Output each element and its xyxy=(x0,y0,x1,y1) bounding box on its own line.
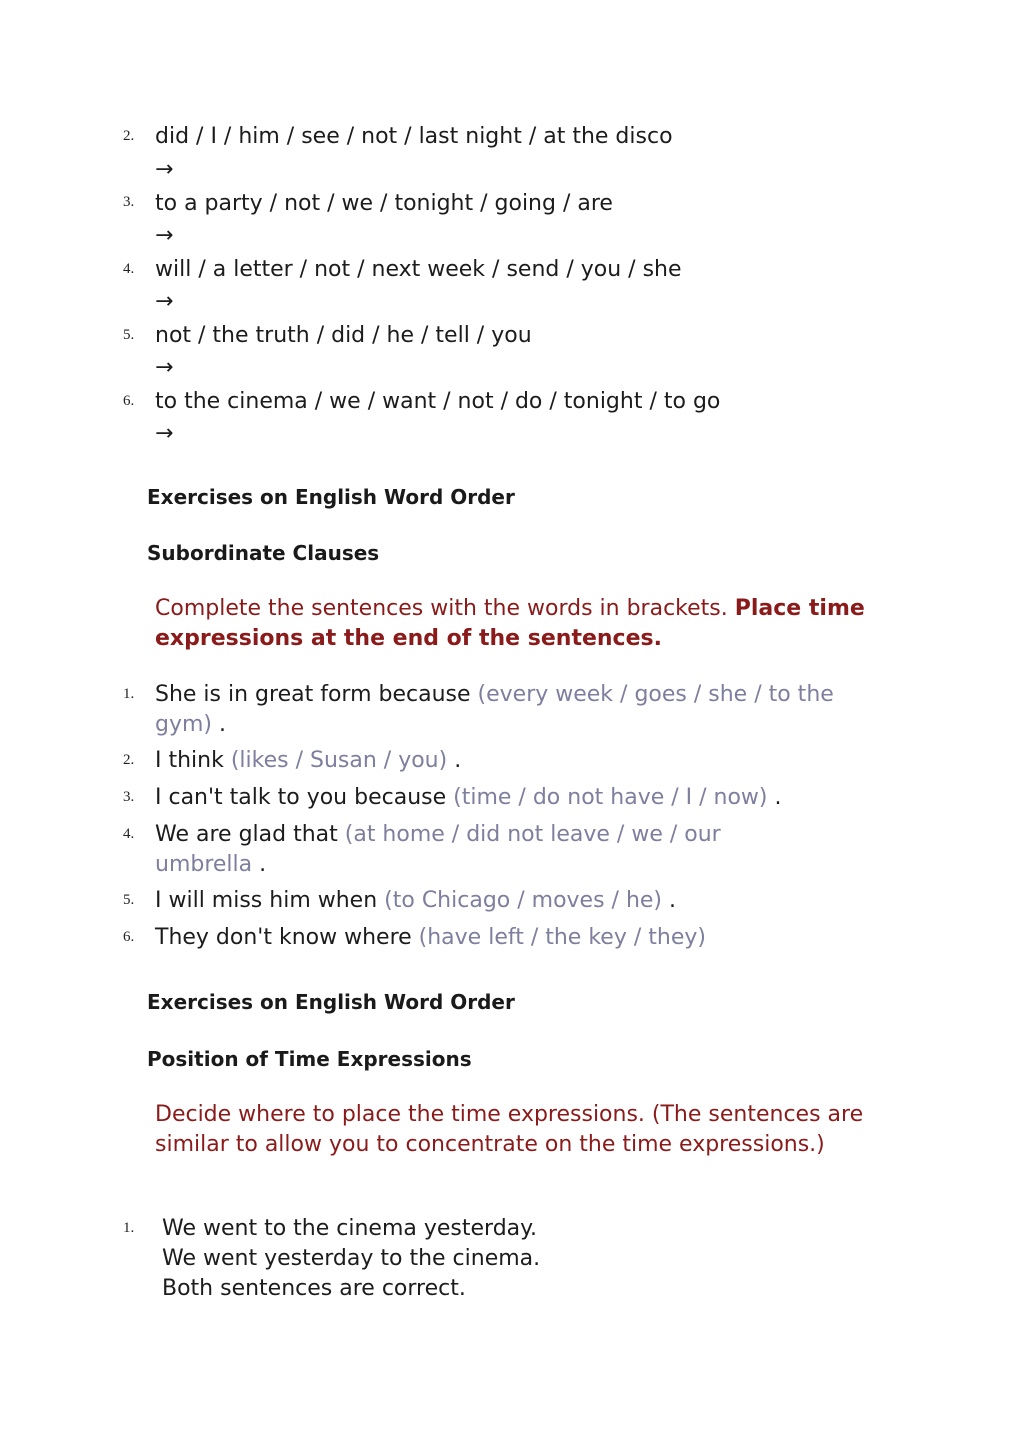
arrow-icon: → xyxy=(155,421,174,446)
sentence-text: We are glad that xyxy=(155,822,345,847)
sentence-text: I think xyxy=(155,748,231,773)
bracket-hint: (time / do not have / I / now) xyxy=(453,785,768,810)
list-item-text: did / I / him / see / not / last night / at the disco xyxy=(155,124,673,149)
arrow-icon: → xyxy=(155,223,174,248)
arrow-icon: → xyxy=(155,355,174,380)
sentence-end: . xyxy=(767,785,782,810)
sentence-end: . xyxy=(212,712,226,737)
item-number: 2. xyxy=(123,128,135,144)
arrow-icon: → xyxy=(155,289,174,314)
example-line: We went to the cinema yesterday. xyxy=(162,1216,538,1241)
bracket-hint: (likes / Susan / you) xyxy=(230,748,448,773)
item-number: 2. xyxy=(123,752,135,768)
list-item-text: to the cinema / we / want / not / do / tonight / to go xyxy=(155,389,721,414)
instruction-bold: Place time expressions at the end of the sentences. xyxy=(155,596,865,651)
bracket-hint: gym) xyxy=(155,712,212,737)
sentence-text: She is in great form because xyxy=(155,682,478,707)
sentence-end: . xyxy=(447,748,462,773)
list-item xyxy=(155,680,834,710)
item-number: 6. xyxy=(123,929,135,945)
list-item-continued xyxy=(155,850,266,880)
section-heading: Exercises on English Word Order xyxy=(147,990,515,1014)
item-number: 5. xyxy=(123,327,135,343)
instruction-text: Decide where to place the time expressions. (The sentences are similar to allow you to concentrate on the time expressions.) xyxy=(155,1102,864,1157)
sentence-text: They don't know where xyxy=(155,925,419,950)
list-item-text: to a party / not / we / tonight / going / are xyxy=(155,191,613,216)
section-heading: Exercises on English Word Order xyxy=(147,485,515,509)
example-line: We went yesterday to the cinema. xyxy=(162,1246,541,1271)
section-subheading: Position of Time Expressions xyxy=(147,1047,472,1071)
sentence-end: . xyxy=(662,888,677,913)
item-number: 4. xyxy=(123,826,135,842)
bracket-hint: umbrella xyxy=(155,852,253,877)
example-line: Both sentences are correct. xyxy=(162,1276,466,1301)
item-number: 3. xyxy=(123,194,135,210)
item-number: 5. xyxy=(123,892,135,908)
list-item xyxy=(155,783,782,813)
item-number: 1. xyxy=(123,686,135,702)
item-number: 1. xyxy=(123,1220,135,1236)
list-item xyxy=(155,886,676,916)
sentence-end: . xyxy=(252,852,267,877)
bracket-hint: (every week / goes / she / to the xyxy=(477,682,834,707)
bracket-hint: (to Chicago / moves / he) xyxy=(384,888,663,913)
item-number: 3. xyxy=(123,789,135,805)
list-item xyxy=(155,820,721,850)
sentence-text: I can't talk to you because xyxy=(155,785,454,810)
bracket-hint: (have left / the key / they) xyxy=(418,925,706,950)
sentence-text: I will miss him when xyxy=(155,888,385,913)
list-item xyxy=(155,746,461,776)
list-item xyxy=(155,923,706,953)
item-number: 4. xyxy=(123,261,135,277)
item-number: 6. xyxy=(123,393,135,409)
section-subheading: Subordinate Clauses xyxy=(147,541,380,565)
instruction-text xyxy=(155,594,895,654)
instruction-plain: Complete the sentences with the words in brackets. xyxy=(155,596,735,621)
list-item-text: not / the truth / did / he / tell / you xyxy=(155,323,532,348)
arrow-icon: → xyxy=(155,157,174,182)
bracket-hint: (at home / did not leave / we / our xyxy=(344,822,721,847)
list-item-text: will / a letter / not / next week / send / you / she xyxy=(155,257,682,282)
list-item-continued xyxy=(155,710,226,740)
